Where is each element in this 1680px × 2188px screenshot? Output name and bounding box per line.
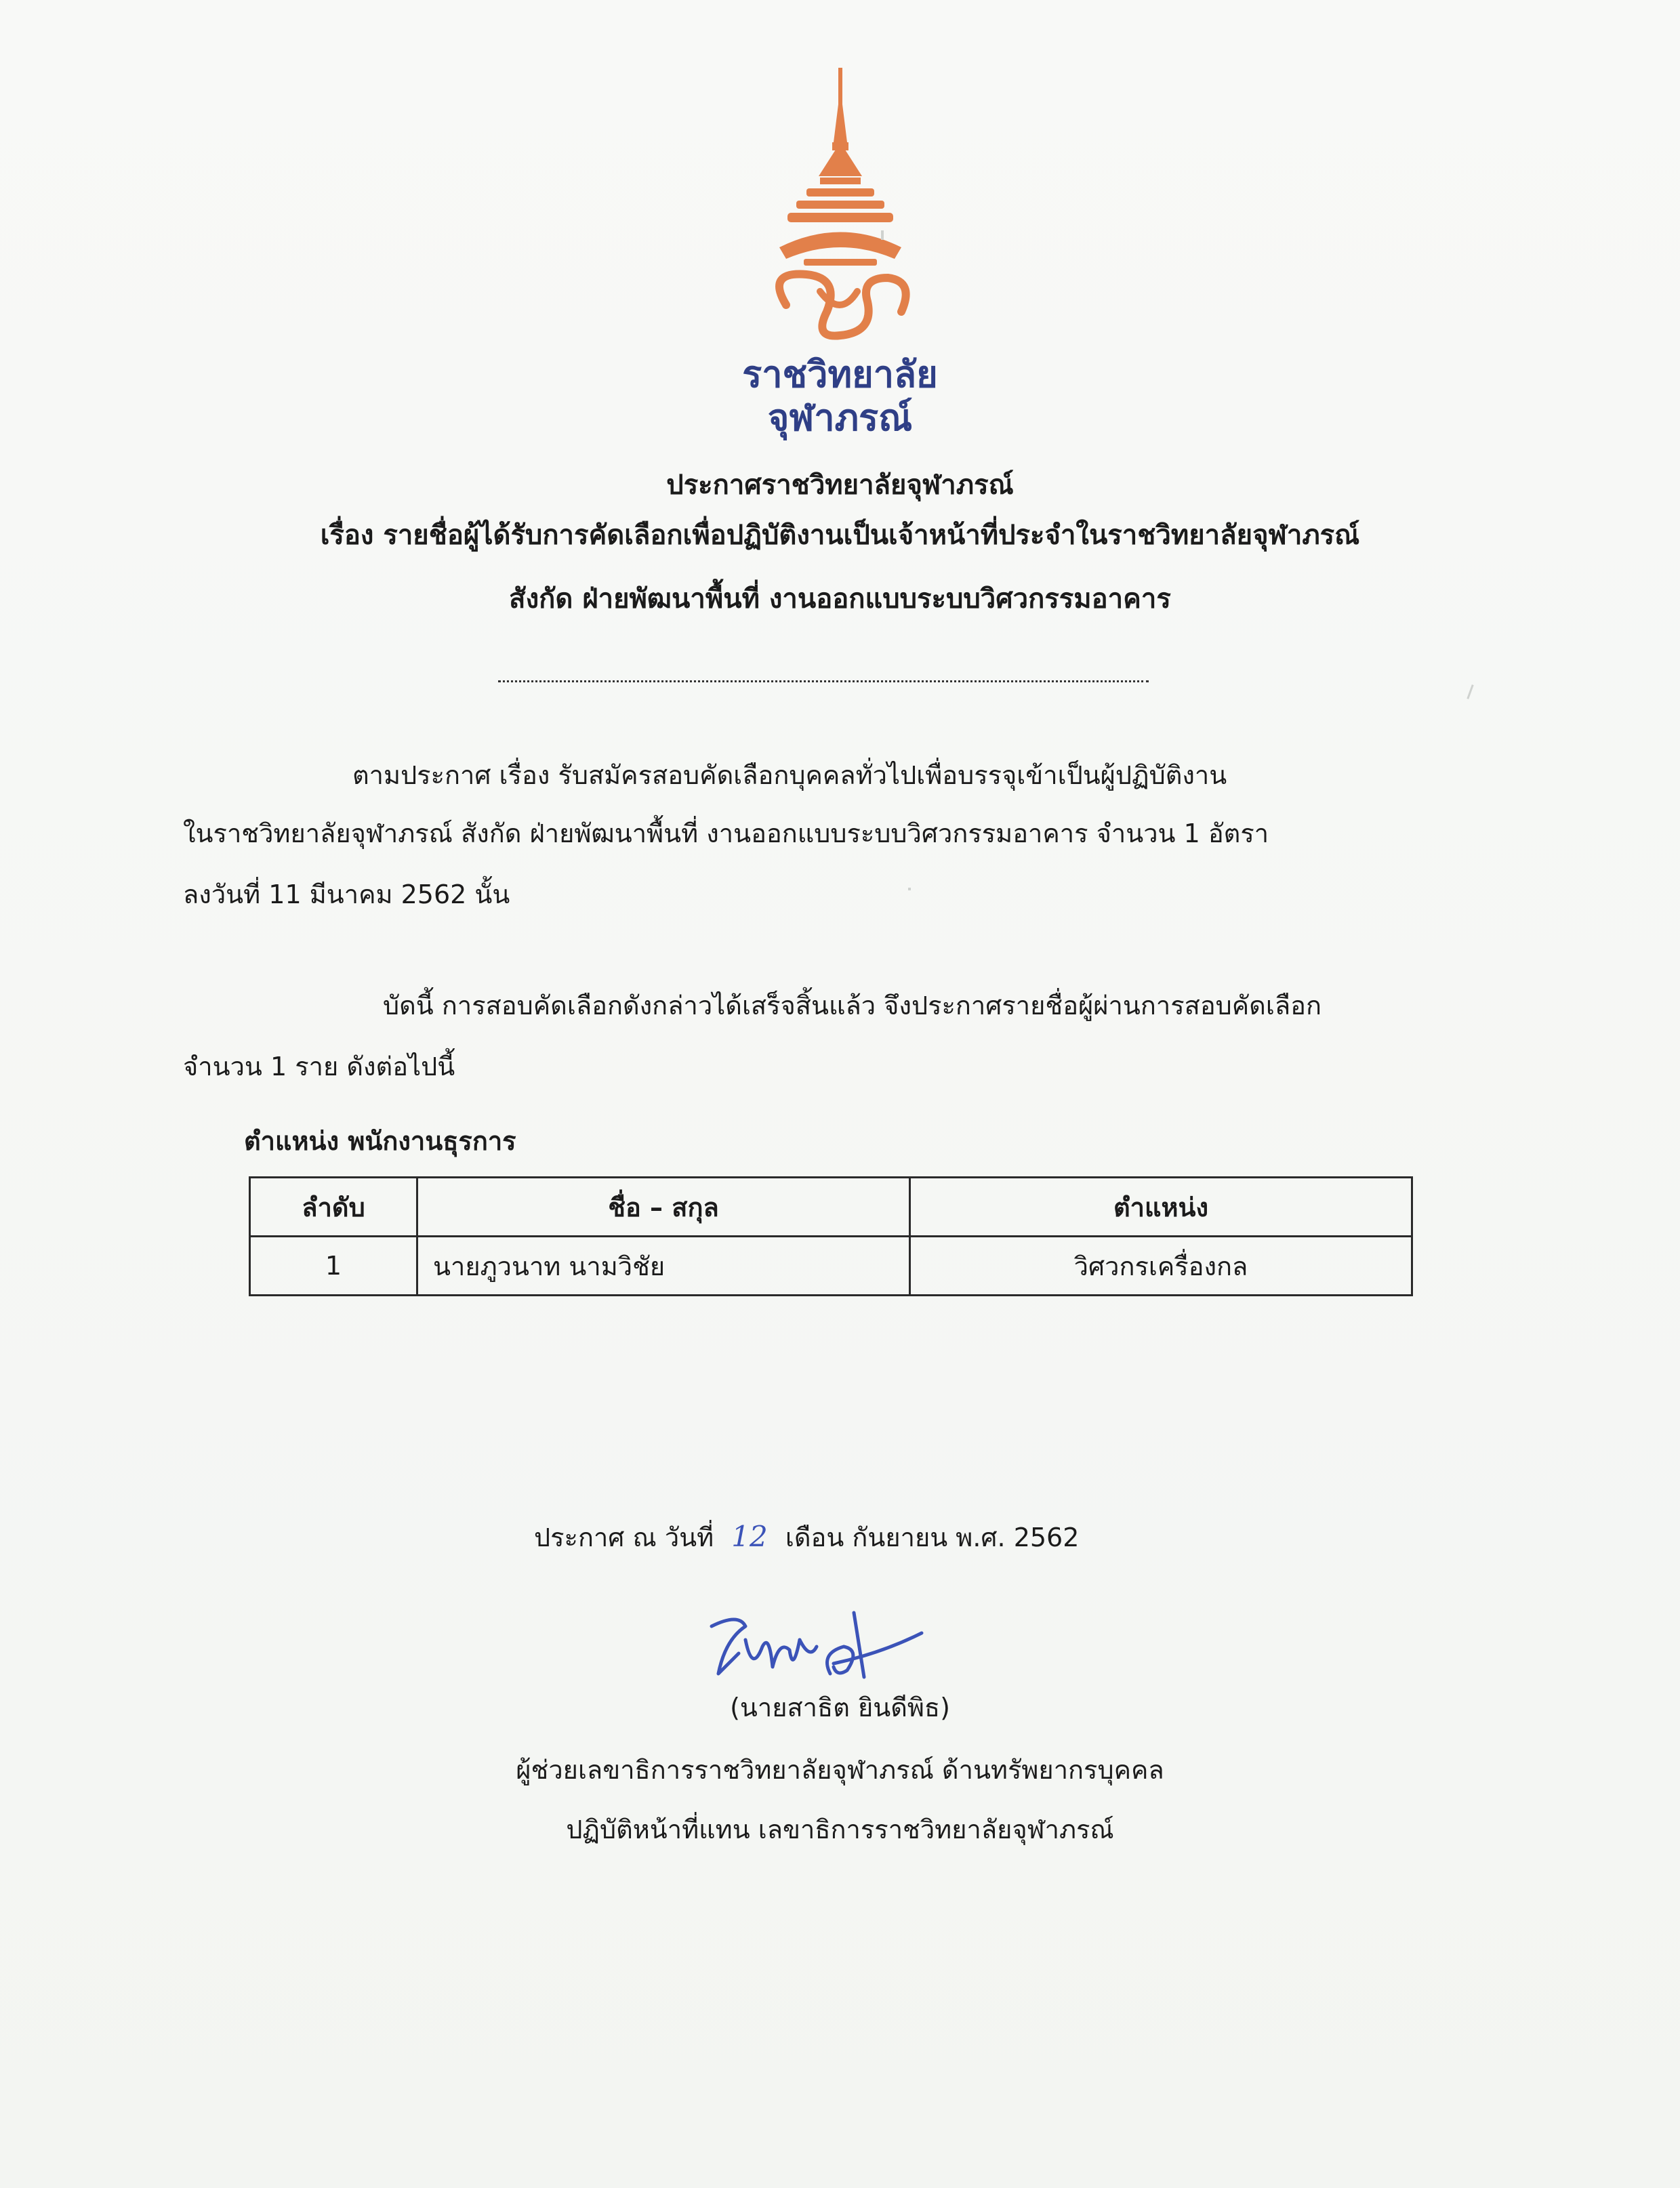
signer-title-line1: ผู้ช่วยเลขาธิการราชวิทยาลัยจุฬาภรณ์ ด้านทรัพยากรบุคคล (516, 1755, 1164, 1785)
selected-candidates-table (249, 1176, 1413, 1296)
date-prefix: ประกาศ ณ วันที่ (534, 1523, 714, 1552)
scan-speck (1467, 684, 1473, 699)
table-row (250, 1237, 1412, 1296)
table-header-name: ชื่อ – สกุล (417, 1178, 910, 1237)
signer-title-line2: ปฏิบัติหน้าที่แทน เลขาธิการราชวิทยาลัยจุฬาภรณ์ (566, 1815, 1114, 1844)
announcement-subject: เรื่อง รายชื่อผู้ได้รับการคัดเลือกเพื่อปฏิบัติงานเป็นเจ้าหน้าที่ประจำในราชวิทยาลัยจุฬาภรณ์ (320, 520, 1360, 551)
paragraph1-line1: ตามประกาศ เรื่อง รับสมัครสอบคัดเลือกบุคคลทั่วไปเพื่อบรรจุเข้าเป็นผู้ปฏิบัติงาน (352, 760, 1227, 790)
announcement-title: ประกาศราชวิทยาลัยจุฬาภรณ์ (666, 470, 1014, 501)
paragraph2-line2: จำนวน 1 ราย ดังต่อไปนี้ (183, 1052, 455, 1081)
scan-speck (908, 888, 911, 890)
table-header-row (250, 1178, 1412, 1237)
table-cell-name: นายภูวนาท นามวิชัย (417, 1237, 910, 1296)
table-header-order: ลำดับ (250, 1178, 417, 1237)
position-label: ตำแหน่ง พนักงานธุรการ (244, 1126, 516, 1156)
table-cell-position: วิศวกรเครื่องกล (910, 1237, 1412, 1296)
scan-speck (881, 230, 884, 240)
table-cell-order: 1 (250, 1237, 417, 1296)
logo-text-line2: จุฬาภรณ์ (767, 396, 913, 439)
signer-name: (นายสาธิต ยินดีพิธ) (730, 1693, 950, 1722)
date-day-handwritten: 12 (731, 1520, 768, 1553)
college-emblem-logo (739, 61, 942, 346)
paragraph2-line1: บัดนี้ การสอบคัดเลือกดังกล่าวได้เสร็จสิ้นแล้ว จึงประกาศรายชื่อผู้ผ่านการสอบคัดเลือก (383, 991, 1322, 1020)
logo-text-line1: ราชวิทยาลัย (742, 353, 938, 396)
paragraph1-line2: ในราชวิทยาลัยจุฬาภรณ์ สังกัด ฝ่ายพัฒนาพื้นที่ งานออกแบบระบบวิศวกรรมอาคาร จำนวน 1 อัตรา (183, 819, 1269, 848)
announcement-department: สังกัด ฝ่ายพัฒนาพื้นที่ งานออกแบบระบบวิศวกรรมอาคาร (509, 583, 1171, 615)
table-header-position: ตำแหน่ง (910, 1178, 1412, 1237)
handwritten-signature (698, 1599, 942, 1701)
paragraph1-line3: ลงวันที่ 11 มีนาคม 2562 นั้น (183, 880, 510, 909)
date-suffix: เดือน กันยายน พ.ศ. 2562 (785, 1523, 1080, 1552)
dotted-divider (498, 680, 1149, 682)
announcement-date (534, 1516, 1079, 1558)
